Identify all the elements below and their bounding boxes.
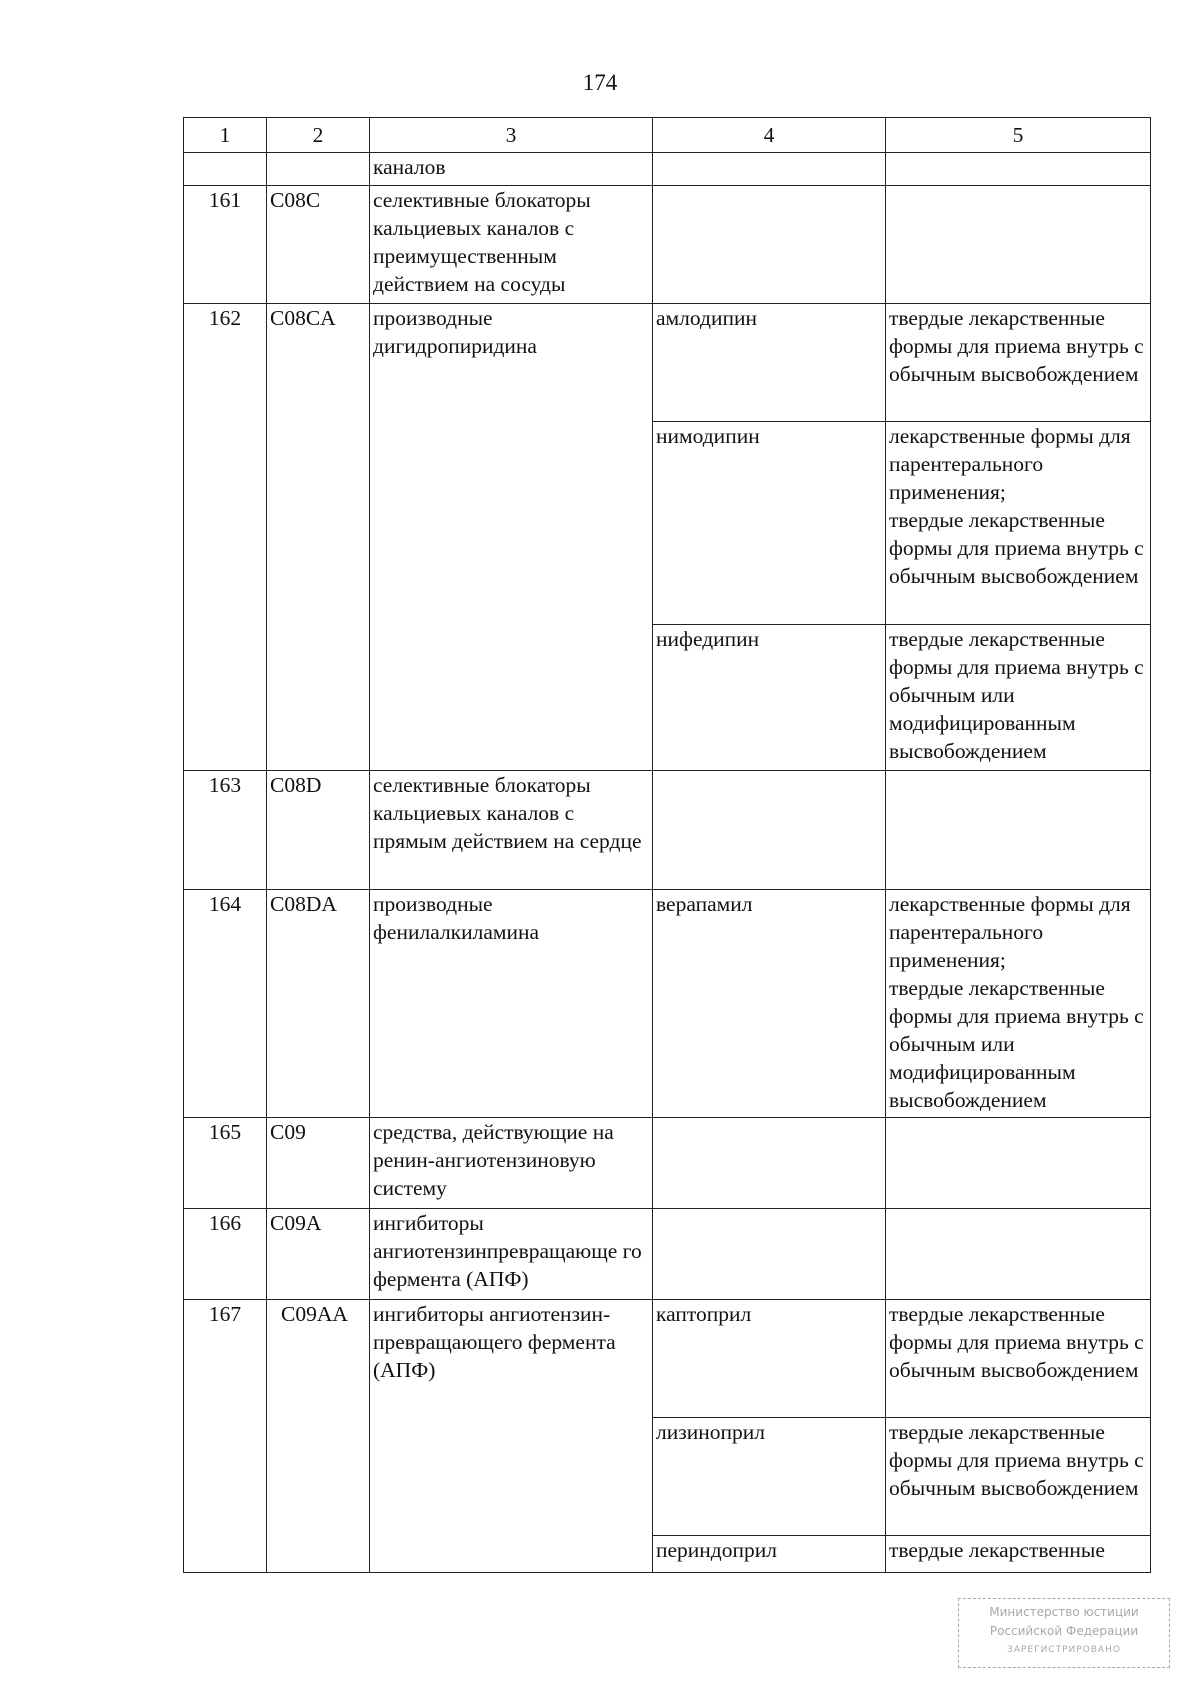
drug-name-cell: лизиноприл [653, 1418, 886, 1536]
atc-code-cell: C08D [267, 771, 370, 890]
drug-name-cell: нимодипин [653, 422, 886, 625]
table-row [184, 304, 1151, 422]
drug-name-cell: нифедипин [653, 625, 886, 771]
drug-name-cell: периндоприл [653, 1536, 886, 1573]
drug-name-cell: верапамил [653, 890, 886, 1118]
atc-code-cell: C09 [267, 1118, 370, 1209]
dosage-form-line: твердые лекарственные формы для приема внутрь с обычным или модифицированным высвобождением [889, 976, 1144, 1112]
row-number-cell: 167 [184, 1300, 267, 1573]
dosage-form-cell: твердые лекарственные формы для приема внутрь с обычным высвобождением [886, 1418, 1151, 1536]
drug-registry-table [183, 117, 1151, 1573]
table-row [184, 1300, 1151, 1418]
group-name-cell: селективные блокаторы кальциевых каналов с преимущественным действием на сосуды [370, 186, 653, 304]
stamp-line-2: Российской Федерации [989, 1624, 1139, 1638]
page-number: 174 [582, 70, 618, 95]
table-row [184, 890, 1151, 1118]
drug-name-cell: каптоприл [653, 1300, 886, 1418]
dosage-form-cell: твердые лекарственные формы для приема внутрь с обычным или модифицированным высвобождением [886, 625, 1151, 771]
col-header-2: 2 [267, 118, 370, 153]
group-name-cell: производные дигидропиридина [370, 304, 653, 771]
stamp-line-1: Министерство юстиции [989, 1605, 1139, 1619]
dosage-form-line: лекарственные формы для парентерального применения; [889, 892, 1131, 972]
group-name-cell: ингибиторы ангиотензинпревращающе го фермента (АПФ) [370, 1209, 653, 1300]
table-row [184, 771, 1151, 890]
dosage-form-cell [886, 890, 1151, 1118]
group-name-cell: селективные блокаторы кальциевых каналов с прямым действием на сердце [370, 771, 653, 890]
dosage-form-cell [886, 422, 1151, 625]
group-name-cell: производные фенилалкиламина [370, 890, 653, 1118]
dosage-form-cell: твердые лекарственные [886, 1536, 1151, 1573]
col-header-3: 3 [370, 118, 653, 153]
atc-code-cell: C08CA [267, 304, 370, 771]
drug-name-cell: амлодипин [653, 304, 886, 422]
col-header-5: 5 [886, 118, 1151, 153]
header-row [184, 118, 1151, 153]
row-number-cell: 166 [184, 1209, 267, 1300]
row-number-cell: 162 [184, 304, 267, 771]
atc-code-cell: C09A [267, 1209, 370, 1300]
atc-code-cell: C09AA [267, 1300, 370, 1573]
group-name-cell: ингибиторы ангиотензин-превращающего фермента (АПФ) [370, 1300, 653, 1573]
dosage-form-cell: твердые лекарственные формы для приема внутрь с обычным высвобождением [886, 1300, 1151, 1418]
col-header-1: 1 [184, 118, 267, 153]
table-row [184, 1118, 1151, 1209]
row-number-cell: 165 [184, 1118, 267, 1209]
atc-code-cell: C08C [267, 186, 370, 304]
row-number-cell: 164 [184, 890, 267, 1118]
dosage-form-line: твердые лекарственные формы для приема внутрь с обычным высвобождением [889, 508, 1144, 588]
row-number-cell: 163 [184, 771, 267, 890]
registration-stamp [958, 1598, 1170, 1668]
group-name-cell: каналов [370, 153, 653, 186]
dosage-form-cell: твердые лекарственные формы для приема внутрь с обычным высвобождением [886, 304, 1151, 422]
dosage-form-line: лекарственные формы для парентерального применения; [889, 424, 1131, 504]
table-row [184, 186, 1151, 304]
stamp-line-3: ЗАРЕГИСТРИРОВАНО [1007, 1645, 1121, 1655]
col-header-4: 4 [653, 118, 886, 153]
atc-code-cell: C08DA [267, 890, 370, 1118]
group-name-cell: средства, действующие на ренин-ангиотензиновую систему [370, 1118, 653, 1209]
table-row [184, 1209, 1151, 1300]
table-row [184, 153, 1151, 186]
row-number-cell: 161 [184, 186, 267, 304]
